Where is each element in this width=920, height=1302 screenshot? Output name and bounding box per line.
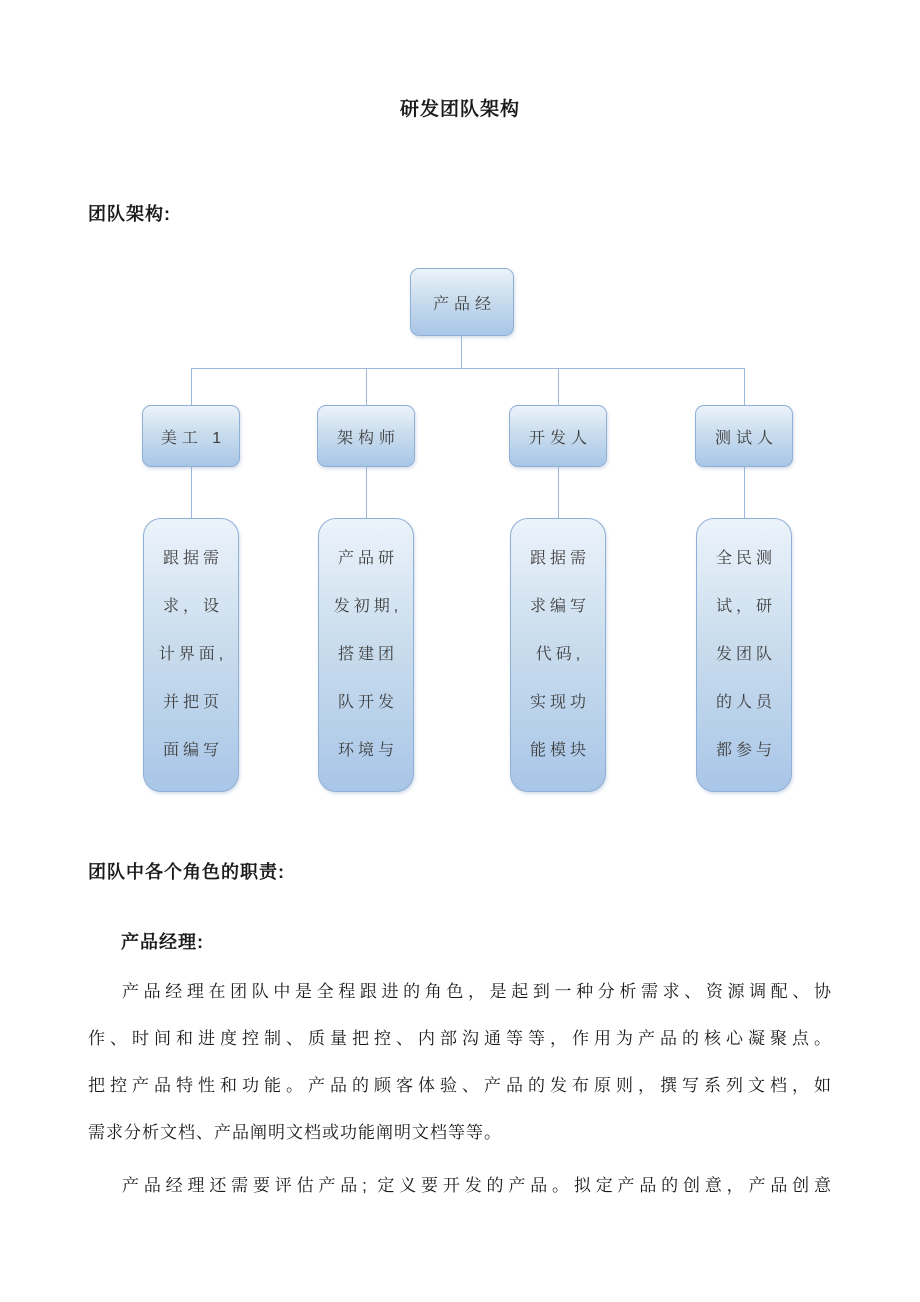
- connector-desc4-line: [744, 467, 745, 518]
- org-node-desc-line: 跟据需: [529, 550, 590, 567]
- org-node-desc-tester: [696, 518, 792, 792]
- org-node-desc-line: 跟据需: [162, 550, 223, 567]
- org-node-desc-line: 能模块: [529, 742, 590, 759]
- org-node-desc-line: 面编写: [162, 742, 223, 759]
- org-node-desc-artist: [143, 518, 239, 792]
- connector-branch2-line: [366, 368, 367, 405]
- connector-horizontal-line: [191, 368, 745, 369]
- paragraph-line: 需求分析文档、产品阐明文档或功能阐明文档等等。: [88, 1123, 502, 1142]
- org-node-desc-line: 求编写: [529, 598, 590, 615]
- org-node-desc-architect: [318, 518, 414, 792]
- org-node-desc-line: 实现功: [529, 694, 590, 711]
- org-node-role-tester: [695, 405, 793, 467]
- org-node-role-label: 美工 1: [160, 429, 227, 447]
- org-node-role-label: 测试人: [714, 429, 778, 447]
- org-node-desc-line: 都参与: [715, 742, 776, 759]
- org-node-desc-line: 搭建团: [337, 646, 398, 663]
- connector-branch4-line: [744, 368, 745, 405]
- org-node-desc-line: 的人员: [715, 694, 776, 711]
- org-node-desc-line: 试，研: [715, 598, 776, 615]
- connector-branch3-line: [558, 368, 559, 405]
- org-node-desc-line: 发初期,: [333, 598, 403, 615]
- pm-evaluation-paragraph: [88, 1162, 832, 1209]
- org-node-desc-line: 并把页: [162, 694, 223, 711]
- section-heading-role-duties: 团队中各个角色的职责:: [88, 862, 285, 882]
- paragraph-line: 产品经理在团队中是全程跟进的角色，是起到一种分析需求、资源调配、协: [122, 982, 832, 1001]
- org-node-root: [410, 268, 514, 336]
- pm-duties-paragraph: [88, 968, 832, 1156]
- org-node-role-developer: [509, 405, 607, 467]
- org-node-root-label: 产品经: [432, 295, 496, 313]
- org-node-desc-line: 发团队: [715, 646, 776, 663]
- org-node-desc-line: 计界面,: [158, 646, 228, 663]
- org-node-role-label: 架构师: [336, 429, 400, 447]
- org-node-role-architect: [317, 405, 415, 467]
- org-node-desc-developer: [510, 518, 606, 792]
- page-title: 研发团队架构: [399, 99, 520, 120]
- connector-desc3-line: [558, 467, 559, 518]
- connector-root-stem-line: [461, 336, 462, 368]
- paragraph-line: 产品经理还需要评估产品; 定义要开发的产品。拟定产品的创意，产品创意: [122, 1176, 832, 1195]
- paragraph-line: 把控产品特性和功能。产品的顾客体验、产品的发布原则，撰写系列文档，如: [88, 1076, 832, 1095]
- org-node-role-artist: [142, 405, 240, 467]
- org-node-desc-line: 队开发: [337, 694, 398, 711]
- org-node-desc-line: 代码,: [535, 646, 585, 663]
- connector-branch1-line: [191, 368, 192, 405]
- paragraph-line: 作、时间和进度控制、质量把控、内部沟通等等，作用为产品的核心凝聚点。: [88, 1029, 832, 1048]
- section-heading-team-structure: 团队架构:: [88, 204, 171, 224]
- org-node-role-label: 开发人: [528, 429, 592, 447]
- org-node-desc-line: 环境与: [337, 742, 398, 759]
- org-node-desc-line: 全民测: [715, 550, 776, 567]
- connector-desc1-line: [191, 467, 192, 518]
- connector-desc2-line: [366, 467, 367, 518]
- org-node-desc-line: 求，设: [162, 598, 223, 615]
- org-node-desc-line: 产品研: [337, 550, 398, 567]
- role-heading-product-manager: 产品经理:: [121, 932, 204, 952]
